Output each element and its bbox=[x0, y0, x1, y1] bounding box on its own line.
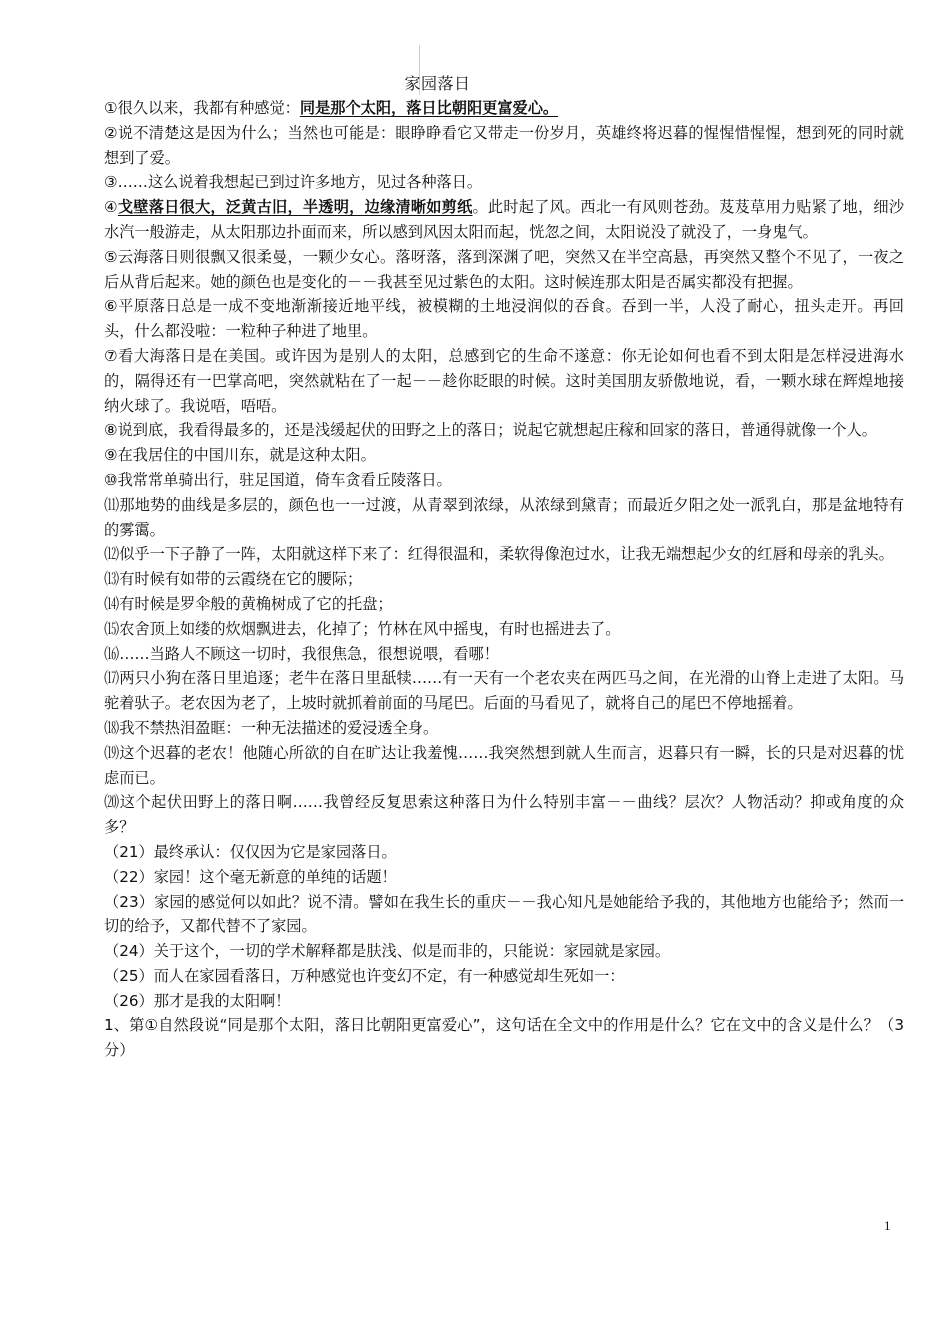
paragraph-2: ②说不清楚这是因为什么；当然也可能是：眼睁睁看它又带走一份岁月，英雄终将迟暮的惺惺惜惺惺，想到死的同时就想到了爱。 bbox=[104, 123, 904, 167]
article-title: 家园落日 bbox=[404, 74, 471, 93]
emphasized-phrase: 戈壁落日很大，泛黄古旧，半透明，边缘清晰如剪纸 bbox=[117, 198, 473, 217]
paragraph-10: ⑩我常常单骑出行，驻足国道，倚车贪看丘陵落日。 bbox=[104, 470, 452, 489]
paragraph-22: （22）家园！这个毫无新意的单纯的话题！ bbox=[104, 867, 397, 886]
paragraph-18: ⒅我不禁热泪盈眶：一种无法描述的爱浸透全身。 bbox=[104, 718, 439, 737]
paragraph-15: ⒂农舍顶上如缕的炊烟飘进去，化掉了；竹林在风中摇曳，有时也摇进去了。 bbox=[104, 619, 621, 638]
paragraph-6: ⑥平原落日总是一成不变地渐渐接近地平线，被模糊的土地浸润似的吞食。吞到一半，人没了耐心，扭头走开。再回头，什么都没啦：一粒种子种进了地里。 bbox=[104, 297, 904, 341]
paragraph-16: ⒃……当路人不顾这一切时，我很焦急，很想说喂，看哪！ bbox=[104, 644, 499, 663]
paragraph-1: ①很久以来，我都有种感觉：同是那个太阳，落日比朝阳更富爱心。 bbox=[104, 99, 559, 117]
paragraph-19: ⒆这个迟暮的老农！他随心所欲的自在旷达让我羞愧……我突然想到就人生而言，迟暮只有一瞬，长的只是对迟暮的忧虑而已。 bbox=[104, 743, 904, 787]
paragraph-13: ⒀有时候有如带的云霞绕在它的腰际； bbox=[104, 570, 363, 589]
paragraph-9: ⑨在我居住的中国川东，就是这种太阳。 bbox=[104, 446, 376, 465]
paragraph-24: （24）关于这个，一切的学术解释都是肤浅、似是而非的，只能说：家园就是家园。 bbox=[104, 942, 671, 961]
paragraph-4: ④戈壁落日很大，泛黄古旧，半透明，边缘清晰如剪纸。此时起了风。西北一有风则苍劲。芨芨草用力贴紧了地，细沙水汽一般游走，从太阳那边扑面而来，所以感到风因太阳而起，恍忽之间，太阳说没了就没了，一身鬼气。 bbox=[104, 198, 905, 241]
paragraph-7: ⑦看大海落日是在美国。或许因为是别人的太阳，总感到它的生命不遂意：你无论如何也看不到太阳是怎样浸进海水的，隔得还有一巴掌高吧，突然就粘在了一起－－趁你眨眼的时候。这时美国朋友骄傲地说，看，一颗水球在辉煌地接纳火球了。我说唔，唔唔。 bbox=[104, 346, 904, 415]
paragraph-17: ⒄两只小狗在落日里追逐；老牛在落日里舐犊……有一天有一个老农夹在两匹马之间，在光滑的山脊上走进了太阳。马驼着驮子。老农因为老了，上坡时就抓着前面的马尾巴。后面的马看见了，就将自己的尾巴不停地摇着。 bbox=[104, 669, 904, 713]
paragraph-26: （26）那才是我的太阳啊！ bbox=[104, 991, 291, 1010]
emphasized-sentence: 同是那个太阳，落日比朝阳更富爱心。 bbox=[299, 99, 559, 117]
paragraph-23: （23）家园的感觉何以如此？说不清。譬如在我生长的重庆－－我心知凡是她能给予我的，其他地方也能给予；然而一切的给予，又都代替不了家园。 bbox=[104, 892, 904, 936]
article-body bbox=[104, 96, 904, 1063]
page-number: 1 bbox=[884, 1218, 891, 1233]
paragraph-14: ⒁有时候是罗伞般的黄桷树成了它的托盘； bbox=[104, 594, 393, 613]
paragraph-21: （21）最终承认：仅仅因为它是家园落日。 bbox=[104, 842, 397, 861]
paragraph-12: ⑿似乎一下子静了一阵，太阳就这样下来了：红得很温和，柔软得像泡过水，让我无端想起少女的红唇和母亲的乳头。 bbox=[104, 545, 894, 564]
paragraph-5: ⑤云海落日则很飘又很柔曼，一颗少女心。落呀落，落到深渊了吧，突然又在半空高悬，再突然又整个不见了，一夜之后从背后起来。她的颜色也是变化的－－我甚至见过紫色的太阳。这时候连那太阳是否属实都没有把握。 bbox=[104, 247, 904, 291]
paragraph-20: ⒇这个起伏田野上的落日啊……我曾经反复思索这种落日为什么特别丰富－－曲线？层次？人物活动？抑或角度的众多？ bbox=[104, 793, 904, 837]
paragraph-3: ③……这么说着我想起已到过许多地方，见过各种落日。 bbox=[104, 173, 483, 192]
paragraph-25: （25）而人在家园看落日，万种感觉也许变幻不定，有一种感觉却生死如一： bbox=[104, 966, 625, 985]
paragraph-8: ⑧说到底，我看得最多的，还是浅缓起伏的田野之上的落日；说起它就想起庄稼和回家的落日，普通得就像一个人。 bbox=[104, 421, 877, 440]
paragraph-11: ⑾那地势的曲线是多层的，颜色也一一过渡，从青翠到浓绿，从浓绿到黛青；而最近夕阳之处一派乳白，那是盆地特有的雾霭。 bbox=[104, 495, 904, 539]
question-1: 1、第①自然段说“同是那个太阳，落日比朝阳更富爱心”，这句话在全文中的作用是什么？它在文中的含义是什么？（3分） bbox=[104, 1016, 904, 1060]
